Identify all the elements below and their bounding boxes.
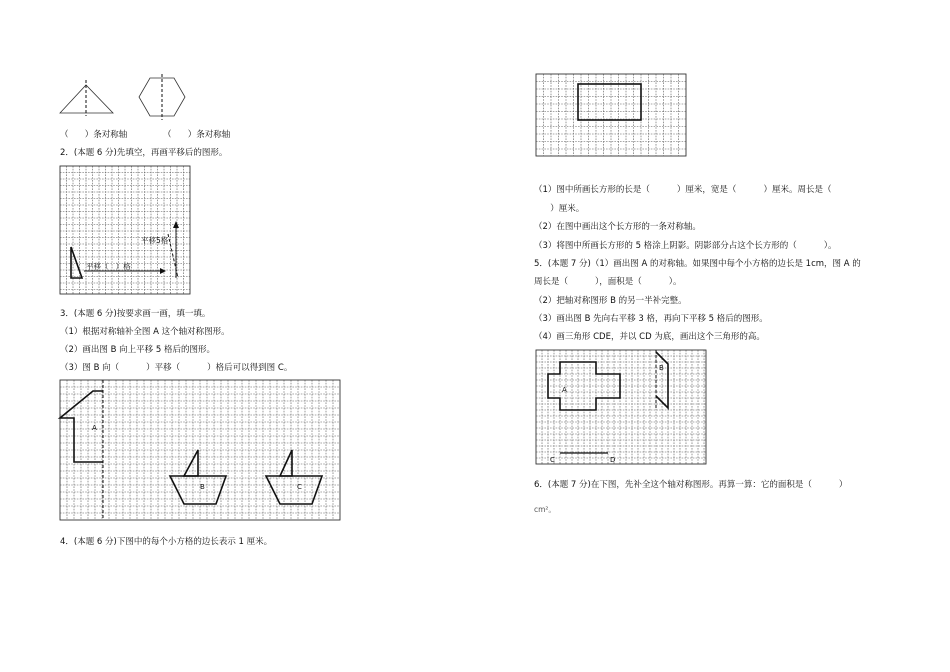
shape-c-sail (280, 450, 292, 476)
shape-b-hull (170, 476, 226, 504)
label-b: B (200, 483, 205, 491)
q2-triangle (71, 247, 82, 278)
label-a: A (562, 386, 567, 394)
q5-line-5: （4）画三角形 CDE，并以 CD 为底，画出这个三角形的高。 (534, 332, 765, 342)
q3-item-1: （1）根据对称轴补全图 A 这个轴对称图形。 (60, 327, 230, 337)
q3-title: 3．(本题 6 分)按要求画一画，填一填。 (60, 309, 211, 319)
q2-grid-lines (60, 166, 190, 294)
label-d: D (610, 456, 616, 464)
q2-title: 2．(本题 6 分)先填空，再画平移后的图形。 (60, 148, 228, 158)
q2-label-right: 平移（ ）格 (86, 262, 131, 271)
rectangle (578, 84, 641, 120)
q5-line-2: 周长是（ ），面积是（ ）。 (534, 277, 682, 287)
q3-grid (60, 380, 342, 522)
q5-line-1: 5．(本题 7 分)（1）画出图 A 的对称轴。如果图中每个小方格的边长是 1cm，图 A 的 (534, 259, 861, 269)
label-c: C (550, 456, 555, 464)
label-c: C (297, 483, 302, 491)
q3-grid-lines (60, 380, 340, 520)
q4-item-1: （1）图中所画长方形的长是（ ）厘米，宽是（ ）厘米。周长是（ (534, 185, 832, 195)
q2-grid (60, 166, 192, 296)
q5-grid (536, 350, 708, 466)
q4-item-1b: ）厘米。 (534, 204, 585, 214)
label-b: B (659, 364, 664, 372)
triangle-figure (58, 80, 118, 116)
q5-line-3: （2）把轴对称图形 B 的另一半补完整。 (534, 296, 687, 306)
q6-title: 6．(本题 7 分)在下图，先补全这个轴对称图形。再算一算：它的面积是（ ） (534, 480, 848, 490)
q3-item-3: （3）图 B 向（ ）平移（ ）格后可以得到图 C。 (60, 363, 293, 373)
label-a: A (92, 424, 97, 432)
q3-item-2: （2）画出图 B 向上平移 5 格后的图形。 (60, 345, 215, 355)
shape-c-hull (266, 476, 322, 504)
q4-grid-lines (536, 74, 686, 156)
q5-line-4: （3）画出图 B 先向右平移 3 格，再向下平移 5 格后的图形。 (534, 314, 768, 324)
hexagon-figure (138, 74, 188, 120)
q4-item-2: （2）在图中画出这个长方形的一条对称轴。 (534, 222, 701, 232)
q1-hexagon-answer: （ ）条对称轴 (163, 130, 231, 140)
q2-label-up: 平移5格 (141, 236, 169, 245)
q4-grid (536, 74, 688, 158)
q1-triangle-answer: （ ）条对称轴 (60, 130, 128, 140)
q5-grid-lines (536, 350, 706, 464)
q4-item-3: （3）将图中所画长方形的 5 格涂上阴影。阴影部分占这个长方形的（ ）。 (534, 241, 837, 251)
q6-unit: cm²。 (534, 505, 556, 514)
q4-title: 4．(本题 6 分)下图中的每个小方格的边长表示 1 厘米。 (60, 537, 273, 547)
